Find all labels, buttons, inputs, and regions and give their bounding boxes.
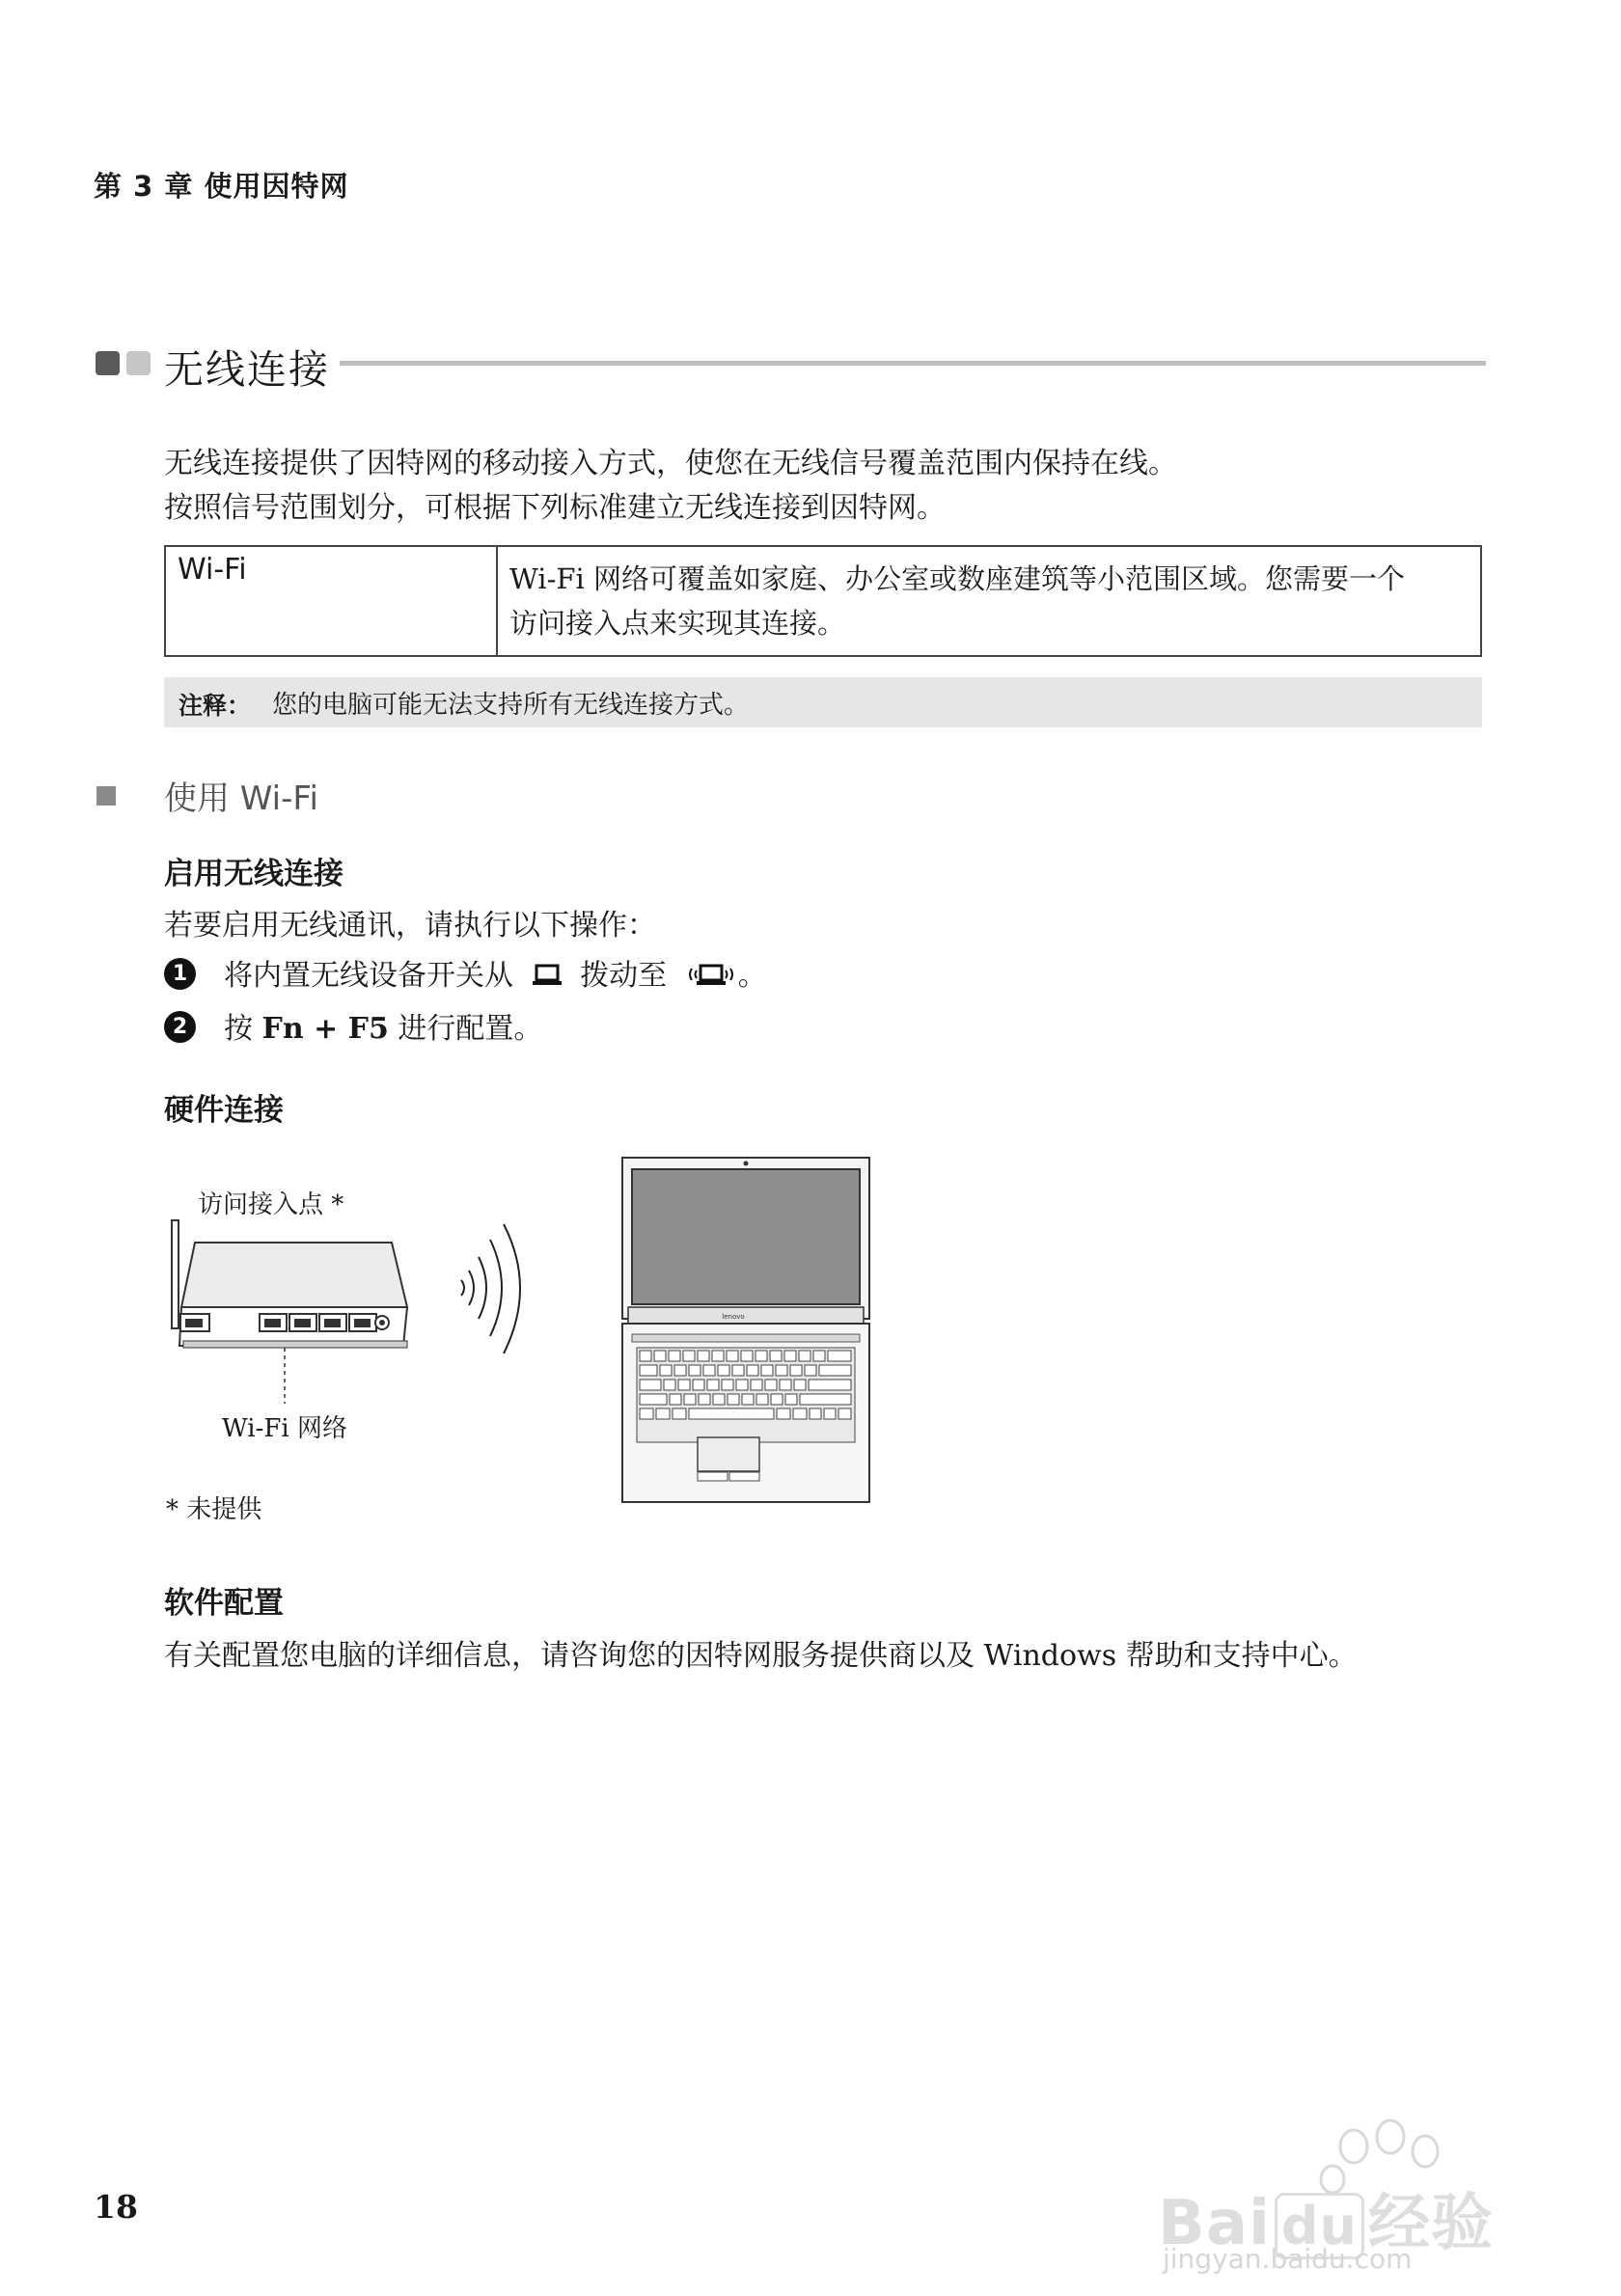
table-desc-cell (497, 546, 1481, 656)
watermark-brand-suffix: 经验 (1368, 2188, 1495, 2259)
page-number: 18 (94, 2188, 138, 2226)
section-marker-light (126, 351, 151, 375)
laptop-illustration (622, 1158, 869, 1502)
step-1-number: 1 (164, 958, 196, 990)
laptop-wireless-off-icon (531, 963, 563, 988)
intro-line-2: 按照信号范围划分，可根据下列标准建立无线连接到因特网。 (164, 491, 946, 525)
table-desc-line-1: Wi-Fi 网络可覆盖如家庭、办公室或数座建筑等小范围区域。您需要一个 (509, 562, 1405, 595)
access-point-label: 访问接入点 * (198, 1190, 344, 1219)
step-2-text-before: 按 (224, 1012, 253, 1046)
enable-heading: 启用无线连接 (164, 857, 343, 891)
intro-line-1: 无线连接提供了因特网的移动接入方式，使您在无线信号覆盖范围内保持在线。 (164, 447, 1177, 480)
note-label: 注释： (179, 692, 252, 720)
router-illustration (172, 1220, 407, 1404)
wireless-signal-icon (461, 1224, 520, 1353)
watermark-brand: Bai (1158, 2188, 1271, 2259)
subsection-title: 使用 Wi-Fi (164, 779, 318, 818)
step-2-text-after: 进行配置。 (398, 1012, 543, 1046)
footnote: * 未提供 (166, 1495, 262, 1524)
step-2-key: Fn + F5 (261, 1012, 389, 1046)
note-text: 您的电脑可能无法支持所有无线连接方式。 (272, 691, 750, 720)
baidu-watermark: Bai du 经验 jingyan.baidu.com (1153, 2098, 1539, 2266)
hardware-heading: 硬件连接 (164, 1093, 284, 1128)
software-text: 有关配置您电脑的详细信息，请咨询您的因特网服务提供商以及 Windows 帮助和支持中心。 (164, 1639, 1358, 1673)
section-marker-dark (96, 351, 120, 375)
table-row (165, 546, 1481, 656)
step-1-text-before: 将内置无线设备开关从 (224, 959, 513, 993)
step-1-text (224, 951, 767, 994)
software-heading: 软件配置 (164, 1586, 284, 1621)
step-2-number: 2 (164, 1011, 196, 1043)
connection-table (164, 545, 1482, 657)
section-rule (340, 361, 1486, 366)
enable-intro: 若要启用无线通讯，请执行以下操作： (164, 909, 656, 943)
table-label-cell: Wi-Fi (165, 546, 497, 656)
step-2-text (224, 1004, 542, 1047)
laptop-wireless-on-icon (684, 963, 738, 988)
subsection-bullet (96, 786, 116, 806)
intro-paragraph (164, 442, 1177, 531)
wifi-network-label: Wi-Fi 网络 (222, 1414, 347, 1443)
step-1-text-mid: 拨动至 (580, 959, 668, 993)
section-title: 无线连接 (164, 346, 330, 393)
laptop-keyboard (637, 1348, 855, 1442)
step-1-text-after: 。 (737, 959, 767, 993)
table-desc-line-2: 访问接入点来实现其连接。 (509, 607, 846, 640)
laptop-brand-label: lenovo (722, 1313, 745, 1321)
watermark-url: jingyan.baidu.com (1163, 2243, 1413, 2275)
chapter-header: 第 3 章 使用因特网 (94, 170, 349, 203)
